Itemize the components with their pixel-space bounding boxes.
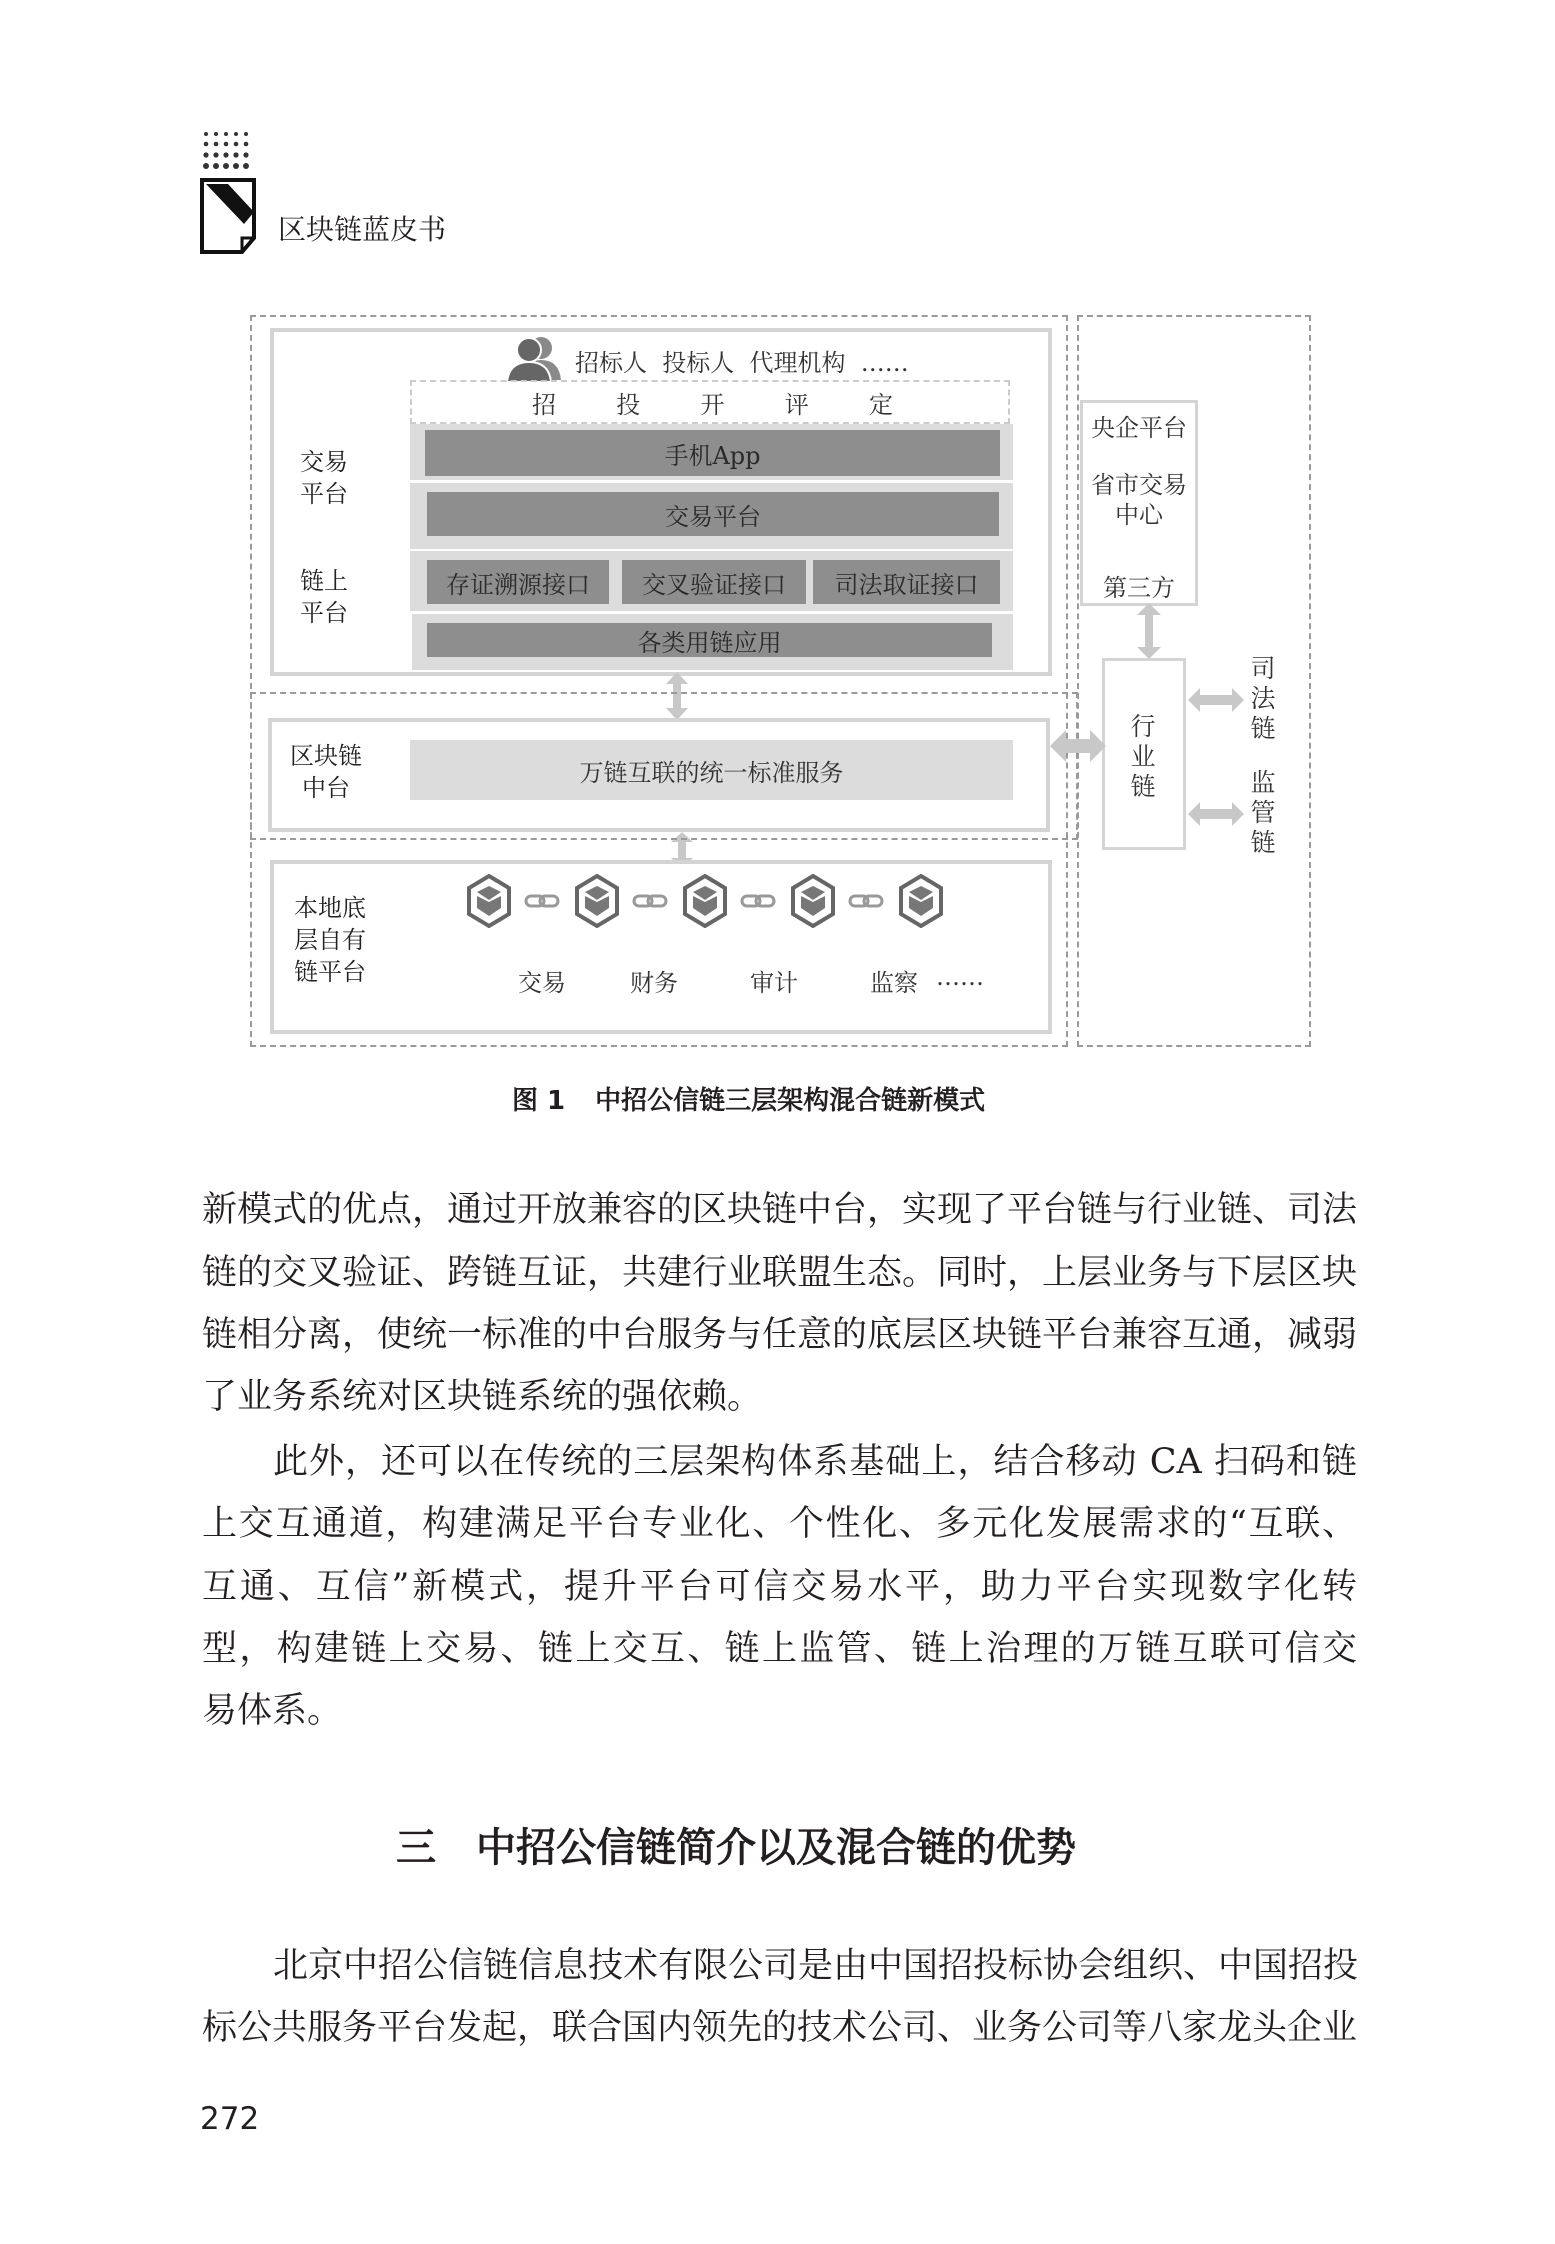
text-line: 新模式的优点，通过开放兼容的区块链中台，实现了平台链与行业链、司法	[202, 1190, 1358, 1230]
step-label: 定	[869, 390, 893, 419]
figure-number: 图 1	[512, 1086, 566, 1116]
link-icon	[736, 886, 782, 916]
double-arrow-icon	[1188, 800, 1244, 828]
text-line: 标公共服务平台发起，联合国内领先的技术公司、业务公司等八家龙头企业	[202, 2008, 1358, 2048]
section-heading: 三 中招公信链简介以及混合链的优势	[396, 1824, 1076, 1871]
text-line: 上交互通道，构建满足平台专业化、个性化、多元化发展需求的“互联、	[202, 1504, 1357, 1544]
text-line: 互通、互信”新模式，提升平台可信交易水平，助力平台实现数字化转	[202, 1567, 1357, 1607]
standard-service-text: 万链互联的统一标准服务	[579, 758, 844, 787]
book-series-icon	[198, 128, 262, 260]
step-label: 招	[532, 390, 556, 419]
mobile-app-bar: 手机App	[425, 430, 1000, 476]
block-cube-icon	[790, 874, 836, 928]
layer-label-trading: 交易 平台	[300, 448, 348, 508]
interface-box: 交叉验证接口	[622, 560, 806, 604]
standard-service-bar	[410, 740, 1013, 800]
industry-chain-label: 行业链	[1130, 712, 1156, 801]
text-line: 链的交叉验证、跨链互证，共建行业联盟生态。同时，上层业务与下层区块	[202, 1253, 1358, 1293]
actors-text: 招标人 投标人 代理机构 ……	[575, 349, 909, 377]
text-line: 易体系。	[202, 1691, 343, 1731]
step-label: 评	[784, 390, 809, 419]
supervision-chain-label: 监管链	[1250, 768, 1276, 857]
layer-label-bottom: 本地底 层自有 链平台	[294, 894, 366, 986]
chain-label: 审计	[750, 969, 798, 997]
double-arrow-icon	[1050, 726, 1106, 766]
link-icon	[844, 886, 890, 916]
step-label: 投	[616, 390, 641, 419]
block-cube-icon	[898, 874, 944, 928]
chain-apps-bar: 各类用链应用	[427, 623, 992, 657]
text-line: 北京中招公信链信息技术有限公司是由中国招投标协会组织、中国招投	[273, 1946, 1359, 1986]
block-cube-icon	[682, 874, 728, 928]
step-label: 开	[700, 390, 725, 419]
block-cube-icon	[466, 874, 512, 928]
text-line: 链相分离，使统一标准的中台服务与任意的底层区块链平台兼容互通，减弱	[202, 1315, 1358, 1355]
platform-label: 省市交易 中心	[1091, 471, 1187, 529]
trading-platform-bar: 交易平台	[427, 492, 999, 536]
chain-label: 财务	[630, 969, 678, 997]
link-icon	[520, 886, 566, 916]
chain-label: 监察	[870, 969, 918, 997]
book-series-title: 区块链蓝皮书	[278, 213, 447, 246]
platform-label: 第三方	[1103, 574, 1175, 602]
chain-more: ……	[936, 963, 984, 991]
double-arrow-icon	[1134, 603, 1164, 659]
double-arrow-icon	[1188, 686, 1244, 714]
chain-blocks-row	[466, 874, 944, 928]
page-number: 272	[200, 2101, 260, 2137]
text-line: 此外，还可以在传统的三层架构体系基础上，结合移动 CA 扫码和链	[273, 1442, 1357, 1482]
layer-label-onchain: 链上 平台	[300, 567, 348, 627]
interface-box: 存证溯源接口	[427, 560, 609, 604]
block-cube-icon	[574, 874, 620, 928]
layer-label-middle: 区块链 中台	[290, 742, 362, 802]
text-line: 了业务系统对区块链系统的强依赖。	[202, 1377, 763, 1417]
interface-box: 司法取证接口	[813, 560, 1000, 604]
platform-label: 央企平台	[1091, 414, 1187, 442]
judicial-chain-label: 司法链	[1250, 654, 1276, 743]
process-steps-bar	[410, 380, 1010, 424]
figure-title: 中招公信链三层架构混合链新模式	[595, 1086, 986, 1116]
text-line: 型，构建链上交易、链上交互、链上监管、链上治理的万链互联可信交	[202, 1629, 1357, 1669]
users-icon	[505, 334, 565, 382]
link-icon	[628, 886, 674, 916]
figure-caption	[512, 1080, 985, 1117]
chain-label: 交易	[518, 969, 566, 997]
